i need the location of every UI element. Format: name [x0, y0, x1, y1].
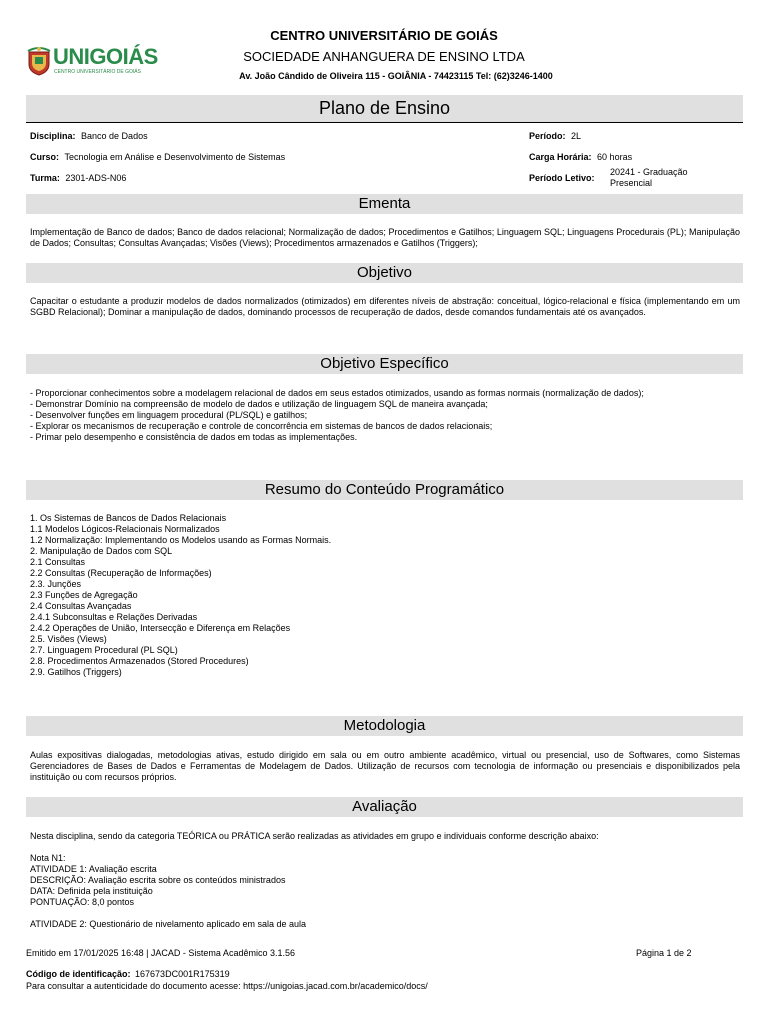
curso-field: [30, 152, 285, 162]
list-item: 2.5. Visões (Views): [30, 634, 107, 644]
disciplina-field: [30, 131, 148, 141]
list-item: 2.2 Consultas (Recuperação de Informações): [30, 568, 212, 578]
avaliacao-atividade-2: ATIVIDADE 2: Questionário de nivelamento aplicado em sala de aula: [30, 919, 306, 929]
list-item: - Desenvolver funções em linguagem procedural (PL/SQL) e gatilhos;: [30, 410, 308, 420]
identification-code: [26, 969, 230, 979]
objetivo-text: Capacitar o estudante a produzir modelos de dados normalizados (otimizados) em diferentes níveis de abstração: conceitual, lógico-relacional e física (implementando em um SGBD Relacional); Dominar a manipulação de dados, dominando processos de recuperação de dados, desde comandos fundamentais até os avançados.: [30, 296, 740, 317]
conteudo-heading: Resumo do Conteúdo Programático: [26, 480, 743, 500]
turma-field: [30, 173, 126, 183]
periodo-letivo-value-line1: 20241 - Graduação: [610, 167, 688, 177]
list-item: 2.3 Funções de Agregação: [30, 590, 138, 600]
avaliacao-atividade-1: ATIVIDADE 1: Avaliação escrita: [30, 864, 157, 874]
list-item: 2.4 Consultas Avançadas: [30, 601, 132, 611]
list-item: 1. Os Sistemas de Bancos de Dados Relacionais: [30, 513, 227, 523]
carga-horaria-field: [529, 152, 632, 162]
logo-subtitle: CENTRO UNIVERSITÁRIO DE GOIÁS: [54, 69, 141, 75]
list-item: 2.3. Junções: [30, 579, 82, 589]
periodo-letivo-value: [610, 167, 688, 189]
list-item: - Demonstrar Domínio na compreensão de modelo de dados e utilização de linguagem SQL de maneira avançada;: [30, 399, 488, 409]
periodo-field: [529, 131, 581, 141]
list-item: - Explorar os mecanismos de recuperação e controle de concorrência em sistemas de bancos de dados relacionais;: [30, 421, 493, 431]
ementa-heading: Ementa: [26, 194, 743, 214]
list-item: 2.8. Procedimentos Armazenados (Stored Procedures): [30, 656, 249, 666]
identification-code-label: Código de identificação:: [26, 969, 131, 979]
list-item: 1.1 Modelos Lógicos-Relacionais Normalizados: [30, 524, 220, 534]
avaliacao-content: [30, 831, 740, 930]
page-title: Plano de Ensino: [26, 95, 743, 123]
periodo-value: 2L: [571, 131, 582, 141]
carga-horaria-label: Carga Horária:: [529, 152, 592, 162]
periodo-letivo-field: [529, 173, 595, 183]
avaliacao-nota: Nota N1:: [30, 853, 66, 863]
emitted-info: Emitido em 17/01/2025 16:48 | JACAD - Sistema Acadêmico 3.1.56: [26, 948, 295, 958]
list-item: 2.9. Gatilhos (Triggers): [30, 667, 122, 677]
periodo-label: Período:: [529, 131, 566, 141]
document-header: [0, 0, 768, 92]
ementa-text: Implementação de Banco de dados; Banco de dados relacional; Normalização de dados; Procedimentos e Gatilhos; Linguagem SQL; Linguagens Procedurais (PL); Manipulação de Dados; Consultas; Consultas Avançadas; Visões (Views); Procedimentos armazenados e Gatilhos (Triggers);: [30, 227, 740, 248]
avaliacao-descricao: DESCRIÇÃO: Avaliação escrita sobre os conteúdos ministrados: [30, 875, 286, 885]
turma-label: Turma:: [30, 173, 60, 183]
logo-wordmark: UNIGOIÁS: [53, 44, 158, 69]
list-item: 2.4.2 Operações de União, Intersecção e Diferença em Relações: [30, 623, 291, 633]
institution-name: CENTRO UNIVERSITÁRIO DE GOIÁS: [270, 28, 498, 43]
carga-horaria-value: 60 horas: [597, 152, 633, 162]
page-number: Página 1 de 2: [636, 948, 692, 958]
metodologia-text: Aulas expositivas dialogadas, metodologias ativas, estudo dirigido em sala ou em outro ambiente acadêmico, virtual ou presencial, uso de Softwares, como Sistemas Gerenciadores de Bases de Dados e Ferramentas de Modelagem de Dados. Utilização de recursos com tecnologia de informação ou presenciais e disponibilizados pela instituição ou com recursos próprios.: [30, 750, 740, 782]
avaliacao-pontuacao: PONTUAÇÃO: 8,0 pontos: [30, 897, 135, 907]
metodologia-heading: Metodologia: [26, 716, 743, 736]
objetivo-heading: Objetivo: [26, 263, 743, 283]
list-item: - Primar pelo desempenho e consistência de dados em todas as implementações.: [30, 432, 358, 442]
curso-value: Tecnologia em Análise e Desenvolvimento de Sistemas: [64, 152, 286, 162]
list-item: 2.7. Linguagem Procedural (PL SQL): [30, 645, 178, 655]
avaliacao-data: DATA: Definida pela instituição: [30, 886, 153, 896]
turma-value: 2301-ADS-N06: [65, 173, 127, 183]
curso-label: Curso:: [30, 152, 59, 162]
list-item: 2.1 Consultas: [30, 557, 86, 567]
authenticity-note: Para consultar a autenticidade do documento acesse: https://unigoias.jacad.com.br/academico/docs/: [26, 981, 428, 991]
avaliacao-intro: Nesta disciplina, sendo da categoria TEÓRICA ou PRÁTICA serão realizadas as atividades em grupo e individuais conforme descrição abaixo:: [30, 831, 599, 841]
company-name: SOCIEDADE ANHANGUERA DE ENSINO LTDA: [243, 49, 525, 64]
disciplina-value: Banco de Dados: [81, 131, 148, 141]
avaliacao-heading: Avaliação: [26, 797, 743, 817]
list-item: - Proporcionar conhecimentos sobre a modelagem relacional de dados em seus estados otimizados, usando as formas normais (normalização de dados);: [30, 388, 644, 398]
list-item: 1.2 Normalização: Implementando os Modelos usando as Formas Normais.: [30, 535, 332, 545]
list-item: 2. Manipulação de Dados com SQL: [30, 546, 173, 556]
objetivo-especifico-list: [30, 388, 740, 443]
institution-address: Av. João Cândido de Oliveira 115 - GOIÂNIA - 74423115 Tel: (62)3246-1400: [239, 71, 553, 81]
objetivo-especifico-heading: Objetivo Específico: [26, 354, 743, 374]
periodo-letivo-value-line2: Presencial: [610, 178, 653, 188]
list-item: 2.4.1 Subconsultas e Relações Derivadas: [30, 612, 198, 622]
disciplina-label: Disciplina:: [30, 131, 76, 141]
periodo-letivo-label: Período Letivo:: [529, 173, 595, 183]
conteudo-list: [30, 513, 740, 678]
identification-code-value: 167673DC001R175319: [135, 969, 230, 979]
